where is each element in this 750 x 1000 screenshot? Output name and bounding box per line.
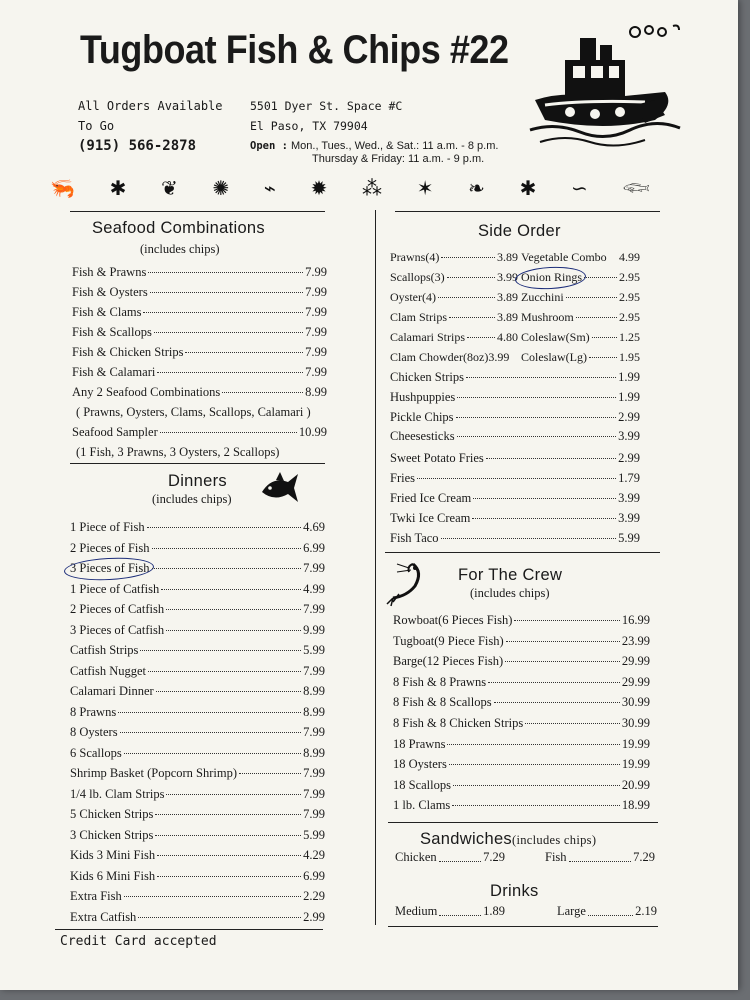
list-item: Twki Ice Cream 3.99 [390, 511, 640, 526]
for-the-crew-sub: (includes chips) [470, 586, 550, 600]
fish-icon [258, 468, 300, 508]
list-item: 8 Prawns 8.99 [70, 704, 325, 719]
list-item: Kids 6 Mini Fish 6.99 [70, 868, 325, 883]
sandwich-fish: Fish 7.29 [545, 850, 655, 865]
list-item: 18 Scallops 20.99 [393, 777, 650, 792]
address-line-2: El Paso, TX 79904 [250, 119, 368, 133]
list-item: Catfish Strips 5.99 [70, 643, 325, 657]
list-item: Calamari Strips 4.80 Coleslaw(Sm) 1.25 [390, 330, 640, 344]
sandwiches-sub: (includes chips) [511, 833, 597, 847]
list-item: Extra Catfish 2.99 [70, 909, 325, 924]
drinks-row [395, 904, 657, 919]
list-item: Pickle Chips 2.99 [390, 409, 640, 424]
opening-hours [250, 140, 498, 166]
side-order-heading: Side Order [478, 222, 561, 240]
list-item: Any 2 Seafood Combinations 8.99 [72, 385, 327, 399]
seafood-combinations-sub: (includes chips) [140, 242, 220, 256]
seafood-combinations-list [72, 265, 327, 465]
hours-line-2: Thursday & Friday: 11 a.m. - 9 p.m. [312, 153, 485, 165]
list-item: 2 Pieces of Fish 6.99 [70, 540, 325, 555]
list-item: Fish & Clams 7.99 [72, 305, 327, 319]
hours-line-1: Mon., Tues., Wed., & Sat.: 11 a.m. - 8 p.m. [291, 140, 499, 152]
list-item: 1 lb. Clams 18.99 [393, 798, 650, 813]
for-the-crew-list [393, 613, 650, 819]
list-item: Rowboat(6 Pieces Fish) 16.99 [393, 613, 650, 627]
list-item: 8 Fish & 8 Prawns 29.99 [393, 674, 650, 689]
orders-line-1: All Orders Available [78, 99, 223, 113]
sampler-note: (1 Fish, 3 Prawns, 3 Oysters, 2 Scallops) [76, 445, 280, 459]
list-item: Clam Chowder(8oz) 3.99 Coleslaw(Lg) 1.95 [390, 350, 640, 364]
list-item: Kids 3 Mini Fish 4.29 [70, 848, 325, 862]
decorative-icons-row [50, 173, 650, 203]
drink-large: Large 2.19 [557, 904, 657, 919]
list-item: 8 Fish & 8 Scallops 30.99 [393, 695, 650, 710]
list-item: 5 Chicken Strips 7.99 [70, 807, 325, 821]
address-line-1: 5501 Dyer St. Space #C [250, 99, 403, 113]
combination-note: ( Prawns, Oysters, Clams, Scallops, Calamari ) [76, 405, 311, 419]
list-item: Seafood Sampler 10.99 [72, 425, 327, 439]
rule [70, 463, 325, 464]
list-item: Fish & Scallops 7.99 [72, 325, 327, 339]
restaurant-title: Tugboat Fish & Chips #22 [80, 28, 509, 72]
list-item: Fish Taco 5.99 [390, 531, 640, 546]
list-item: Oyster(4) 3.89 Zucchini 2.95 [390, 290, 640, 304]
starfish-icon: ✱ [109, 176, 127, 200]
list-item: Prawns(4) 3.89 Vegetable Combo 4.99 [390, 250, 640, 264]
address-info [250, 96, 402, 136]
for-the-crew-heading: For The Crew [458, 566, 563, 584]
tugboat-icon [525, 20, 685, 150]
list-item: Fish & Oysters 7.99 [72, 285, 327, 299]
list-item: Cheesesticks 3.99 [390, 429, 640, 444]
list-item: Fish & Chicken Strips 7.99 [72, 345, 327, 359]
credit-card-note: Credit Card accepted [60, 934, 217, 949]
phone-number: (915) 566-2878 [78, 138, 197, 154]
list-item: Fried Ice Cream 3.99 [390, 491, 640, 506]
rule [55, 929, 323, 930]
list-item: 3 Pieces of Catfish 9.99 [70, 622, 325, 637]
list-item: Calamari Dinner 8.99 [70, 684, 325, 698]
list-item: Chicken Strips 1.99 [390, 370, 640, 384]
list-item: Sweet Potato Fries 2.99 [390, 451, 640, 466]
list-item: 18 Oysters 19.99 [393, 757, 650, 772]
list-item: Fries 1.79 [390, 471, 640, 486]
list-item: Scallops(3) 3.99 Onion Rings 2.95 [390, 270, 640, 284]
list-item: 2 Pieces of Catfish 7.99 [70, 602, 325, 616]
drinks-heading: Drinks [490, 882, 539, 900]
prawn-icon: ∽ [571, 176, 588, 200]
shell-icon: ❧ [468, 176, 485, 200]
list-item: Catfish Nugget 7.99 [70, 663, 325, 678]
crab-icon: ⁂ [362, 176, 383, 200]
list-item: 1 Piece of Fish 4.69 [70, 520, 325, 534]
list-item: Clam Strips 3.89 Mushroom 2.95 [390, 310, 640, 324]
rule [388, 926, 658, 927]
list-item: 6 Scallops 8.99 [70, 745, 325, 760]
sun-shell-icon: ✹ [310, 176, 328, 200]
fish-icon: 𓆟 [622, 176, 650, 200]
dinners-heading: Dinners [168, 472, 227, 490]
shrimp-icon: 🦐 [50, 176, 75, 200]
sandwich-chicken: Chicken 7.29 [395, 850, 505, 865]
list-item: 1 Piece of Catfish 4.99 [70, 581, 325, 596]
shrimp-icon [383, 558, 425, 608]
list-item: 8 Oysters 7.99 [70, 725, 325, 739]
sun-shell-icon: ✺ [212, 176, 230, 200]
list-item: 1/4 lb. Clam Strips 7.99 [70, 786, 325, 801]
list-item: Barge(12 Pieces Fish) 29.99 [393, 654, 650, 669]
seafood-combinations-heading: Seafood Combinations [92, 219, 265, 237]
rule [385, 552, 660, 553]
rule [388, 822, 658, 823]
list-item: Tugboat(9 Piece Fish) 23.99 [393, 633, 650, 648]
side-order-list [390, 250, 640, 551]
list-item: 3 Pieces of Fish 7.99 [70, 561, 325, 575]
starfish-icon: ✶ [416, 176, 434, 200]
shrimp-icon: ⌁ [263, 176, 276, 200]
list-item: Fish & Calamari 7.99 [72, 365, 327, 379]
orders-line-2: To Go [78, 119, 115, 133]
list-item: 3 Chicken Strips 5.99 [70, 827, 325, 842]
sandwiches-row [395, 850, 655, 865]
list-item: Shrimp Basket (Popcorn Shrimp) 7.99 [70, 766, 325, 780]
dinners-list [70, 520, 325, 930]
column-divider [375, 210, 376, 925]
list-item: Fish & Prawns 7.99 [72, 265, 327, 279]
list-item: Hushpuppies 1.99 [390, 389, 640, 404]
list-item: 18 Prawns 19.99 [393, 736, 650, 751]
open-label: Open : [250, 140, 288, 152]
dinners-sub: (includes chips) [152, 492, 232, 506]
rule [395, 211, 660, 212]
list-item: Extra Fish 2.29 [70, 889, 325, 903]
sandwiches-title: Sandwiches [420, 830, 512, 848]
shell-icon: ❦ [161, 176, 178, 200]
orders-info [78, 96, 223, 156]
starfish-icon: ✱ [519, 176, 537, 200]
list-item: 8 Fish & 8 Chicken Strips 30.99 [393, 715, 650, 730]
rule [70, 211, 325, 212]
drink-medium: Medium 1.89 [395, 904, 505, 919]
